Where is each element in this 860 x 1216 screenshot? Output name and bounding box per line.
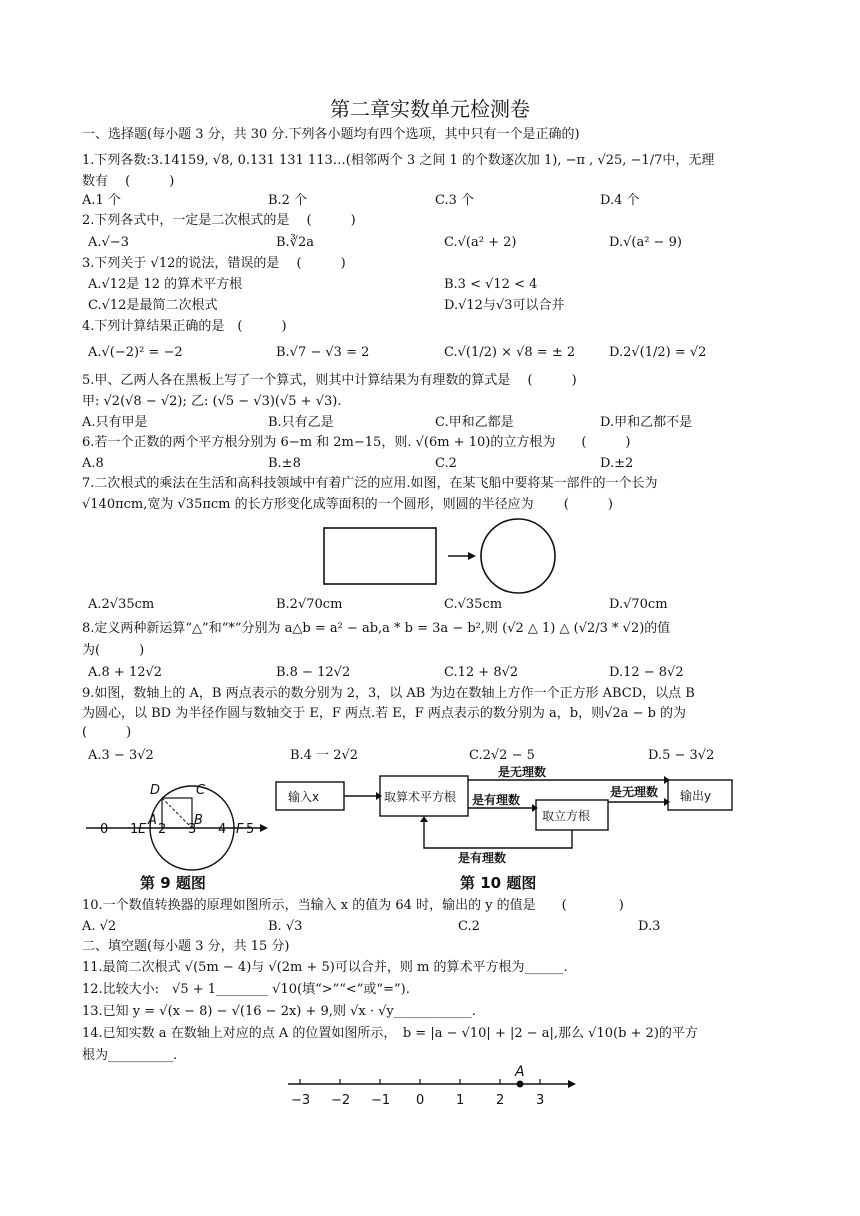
q3-option-c: C.√12是最简二次根式 — [88, 298, 218, 313]
tick-0: 0 — [100, 822, 109, 837]
q3-stem: 3.下列关于 √12的说法，错误的是 ( ) — [82, 256, 346, 271]
number-line-arrow — [568, 1080, 576, 1088]
q8-option-b: B.8 − 12√2 — [276, 665, 351, 680]
fig10-caption: 第 10 题图 — [460, 874, 537, 892]
q14-stem-line1: 14.已知实数 a 在数轴上对应的点 A 的位置如图所示， b = |a − √10| + |2 − a|,那么 √10(b + 2)的平方 — [82, 1026, 698, 1041]
arrow-head — [468, 552, 476, 560]
q4-stem: 4.下列计算结果正确的是 ( ) — [82, 319, 287, 334]
q6-stem: 6.若一个正数的两个平方根分别为 6−m 和 2m−15，则. √(6m + 10)的立方根为 ( ) — [82, 435, 631, 450]
q9-option-c: C.2√2 − 5 — [469, 748, 535, 763]
q2-option-b: B.∛2a — [276, 235, 314, 250]
section-2-header: 二、填空题(每小题 3 分，共 15 分) — [82, 939, 290, 954]
rectangle-shape — [324, 528, 436, 584]
tick-5: 5 — [246, 822, 255, 837]
arrowhead-5 — [420, 816, 428, 822]
label-rational-mid: 是有理数 — [472, 793, 521, 807]
sqrt-box-label: 取算术平方根 — [384, 790, 457, 804]
q3-option-a: A.√12是 12 的算术平方根 — [88, 277, 243, 292]
arrow-cbrt-back-to-sqrt — [424, 820, 572, 848]
q9-option-a: A.3 − 3√2 — [88, 748, 154, 763]
point-e: E — [138, 822, 147, 837]
q1-stem-line1: 1.下列各数:3.14159, √8, 0.131 131 113…(相邻两个 3 之间 1 的个数逐次加 1), −π , √25, −1/7中，无理 — [82, 153, 715, 168]
arrowhead-2 — [664, 776, 670, 784]
q9-figure — [82, 766, 272, 894]
tick-label: 1 — [456, 1093, 465, 1108]
q10-option-b: B. √3 — [268, 919, 303, 934]
number-line-arrow — [260, 824, 268, 832]
q10-option-c: C.2 — [458, 919, 480, 934]
q5-option-b: B.只有乙是 — [268, 415, 334, 430]
q10-stem: 10.一个数值转换器的原理如图所示，当输入 x 的值为 64 时，输出的 y 的值是 ( ) — [82, 898, 624, 913]
label-irrational-top: 是无理数 — [498, 766, 547, 779]
arrowhead-4 — [664, 798, 670, 806]
tick-label: 2 — [496, 1093, 505, 1108]
label-rational-bottom: 是有理数 — [458, 851, 507, 865]
q5-stem: 5.甲、乙两人各在黑板上写了一个算式，则其中计算结果为有理数的算式是 ( ) — [82, 373, 577, 388]
q1-option-c: C.3 个 — [435, 193, 475, 208]
q7-option-b: B.2√70cm — [276, 597, 343, 612]
q3-option-d: D.√12与√3可以合并 — [444, 298, 565, 313]
label-irrational-right: 是无理数 — [610, 785, 659, 799]
q6-option-c: C.2 — [435, 456, 457, 471]
q9-stem-line2: 为圆心，以 BD 为半径作圆与数轴交于 E，F 两点.若 E，F 两点表示的数分别为 a，b，则√2a − b 的为 — [82, 706, 687, 721]
point-a: A — [148, 813, 157, 828]
q2-option-d: D.√(a² − 9) — [609, 235, 682, 250]
q7-stem-line2: √140πcm,宽为 √35πcm 的长方形变化成等面积的一个圆形，则圆的半径应为 ( ) — [82, 497, 613, 512]
q1-stem-line2: 数有 ( ) — [82, 174, 175, 189]
page-title: 第二章实数单元检测卷 — [330, 97, 530, 121]
point-f: F — [236, 822, 244, 837]
q11-stem: 11.最简二次根式 √(5m − 4)与 √(2m + 5)可以合并，则 m 的算术平方根为______. — [82, 960, 568, 975]
point-d: D — [150, 783, 161, 798]
q7-figure — [320, 518, 560, 598]
point-a-label: A — [515, 1064, 525, 1080]
q10-option-a: A. √2 — [82, 919, 117, 934]
input-box-label: 输入x — [288, 790, 320, 804]
q1-option-b: B.2 个 — [268, 193, 308, 208]
q12-stem: 12.比较大小: √5 + 1________ √10(填“>”“<”或“=”). — [82, 982, 410, 997]
q2-option-c: C.√(a² + 2) — [444, 235, 517, 250]
q8-stem-line2: 为( ) — [82, 643, 145, 658]
q7-option-c: C.√35cm — [444, 597, 503, 612]
q10-option-d: D.3 — [638, 919, 661, 934]
q8-stem-line1: 8.定义两种新运算“△”和“*”分别为 a△b = a² − ab,a * b = 3a − b²,则 (√2 △ 1) △ (√2/3 * √2)的值 — [82, 621, 671, 636]
circle-shape — [481, 519, 555, 593]
fig9-caption: 第 9 题图 — [140, 874, 206, 892]
q6-option-b: B.±8 — [268, 456, 301, 471]
q4-option-a: A.√(−2)² = −2 — [88, 345, 183, 360]
arrowhead-1 — [376, 792, 382, 800]
point-b: B — [194, 813, 203, 828]
point-c: C — [196, 783, 206, 798]
q7-stem-line1: 7.二次根式的乘法在生活和高科技领域中有着广泛的应用.如图，在某飞船中要将某一部件的一个长为 — [82, 476, 658, 491]
section-1-header: 一、选择题(每小题 3 分，共 30 分.下列各小题均有四个选项，其中只有一个是正确的) — [82, 127, 580, 142]
q14-figure — [284, 1062, 584, 1110]
tick-label: −1 — [371, 1093, 391, 1108]
q9-option-d: D.5 − 3√2 — [648, 748, 715, 763]
q1-option-d: D.4 个 — [600, 193, 640, 208]
q5-option-c: C.甲和乙都是 — [435, 415, 514, 430]
tick-label: −2 — [331, 1093, 351, 1108]
tick-1: 1 — [130, 822, 139, 837]
point-a-marker — [517, 1081, 524, 1088]
q8-option-d: D.12 − 8√2 — [609, 665, 684, 680]
q6-option-a: A.8 — [82, 456, 104, 471]
q14-stem-line2: 根为__________. — [82, 1048, 178, 1063]
q7-option-d: D.√70cm — [609, 597, 668, 612]
q8-option-c: C.12 + 8√2 — [444, 665, 519, 680]
q9-option-b: B.4 一 2√2 — [290, 748, 359, 763]
q2-stem: 2.下列各式中，一定是二次根式的是 ( ) — [82, 213, 356, 228]
q1-option-a: A.1 个 — [82, 193, 121, 208]
q9-stem-line1: 9.如图，数轴上的 A，B 两点表示的数分别为 2，3，以 AB 为边在数轴上方作一个正方形 ABCD，以点 B — [82, 686, 695, 701]
q13-stem: 13.已知 y = √(x − 8) − √(16 − 2x) + 9,则 √x · √y____________. — [82, 1004, 476, 1019]
q4-option-d: D.2√(1/2) = √2 — [609, 345, 707, 360]
q5-option-d: D.甲和乙都不是 — [600, 415, 693, 430]
q4-option-b: B.√7 − √3 = 2 — [276, 345, 370, 360]
q7-option-a: A.2√35cm — [88, 597, 155, 612]
tick-2: 2 — [158, 822, 167, 837]
tick-label: −3 — [291, 1093, 311, 1108]
q10-figure — [272, 766, 742, 894]
q8-option-a: A.8 + 12√2 — [88, 665, 163, 680]
tick-label: 0 — [416, 1093, 425, 1108]
arrowhead-3 — [532, 804, 538, 812]
q2-option-a: A.√−3 — [88, 235, 129, 250]
tick-label: 3 — [536, 1093, 545, 1108]
output-box-label: 输出y — [680, 789, 712, 803]
q6-option-d: D.±2 — [600, 456, 634, 471]
q9-stem-line3: ( ) — [82, 725, 132, 740]
q3-option-b: B.3 < √12 < 4 — [444, 277, 538, 292]
q5-formulas: 甲: √2(√8 − √2); 乙: (√5 − √3)(√5 + √3). — [82, 394, 342, 409]
q4-option-c: C.√(1/2) × √8 = ± 2 — [444, 345, 576, 360]
q5-option-a: A.只有甲是 — [82, 415, 148, 430]
tick-4: 4 — [218, 822, 227, 837]
tick-3: 3 — [188, 822, 197, 837]
cbrt-box-label: 取立方根 — [542, 809, 591, 823]
